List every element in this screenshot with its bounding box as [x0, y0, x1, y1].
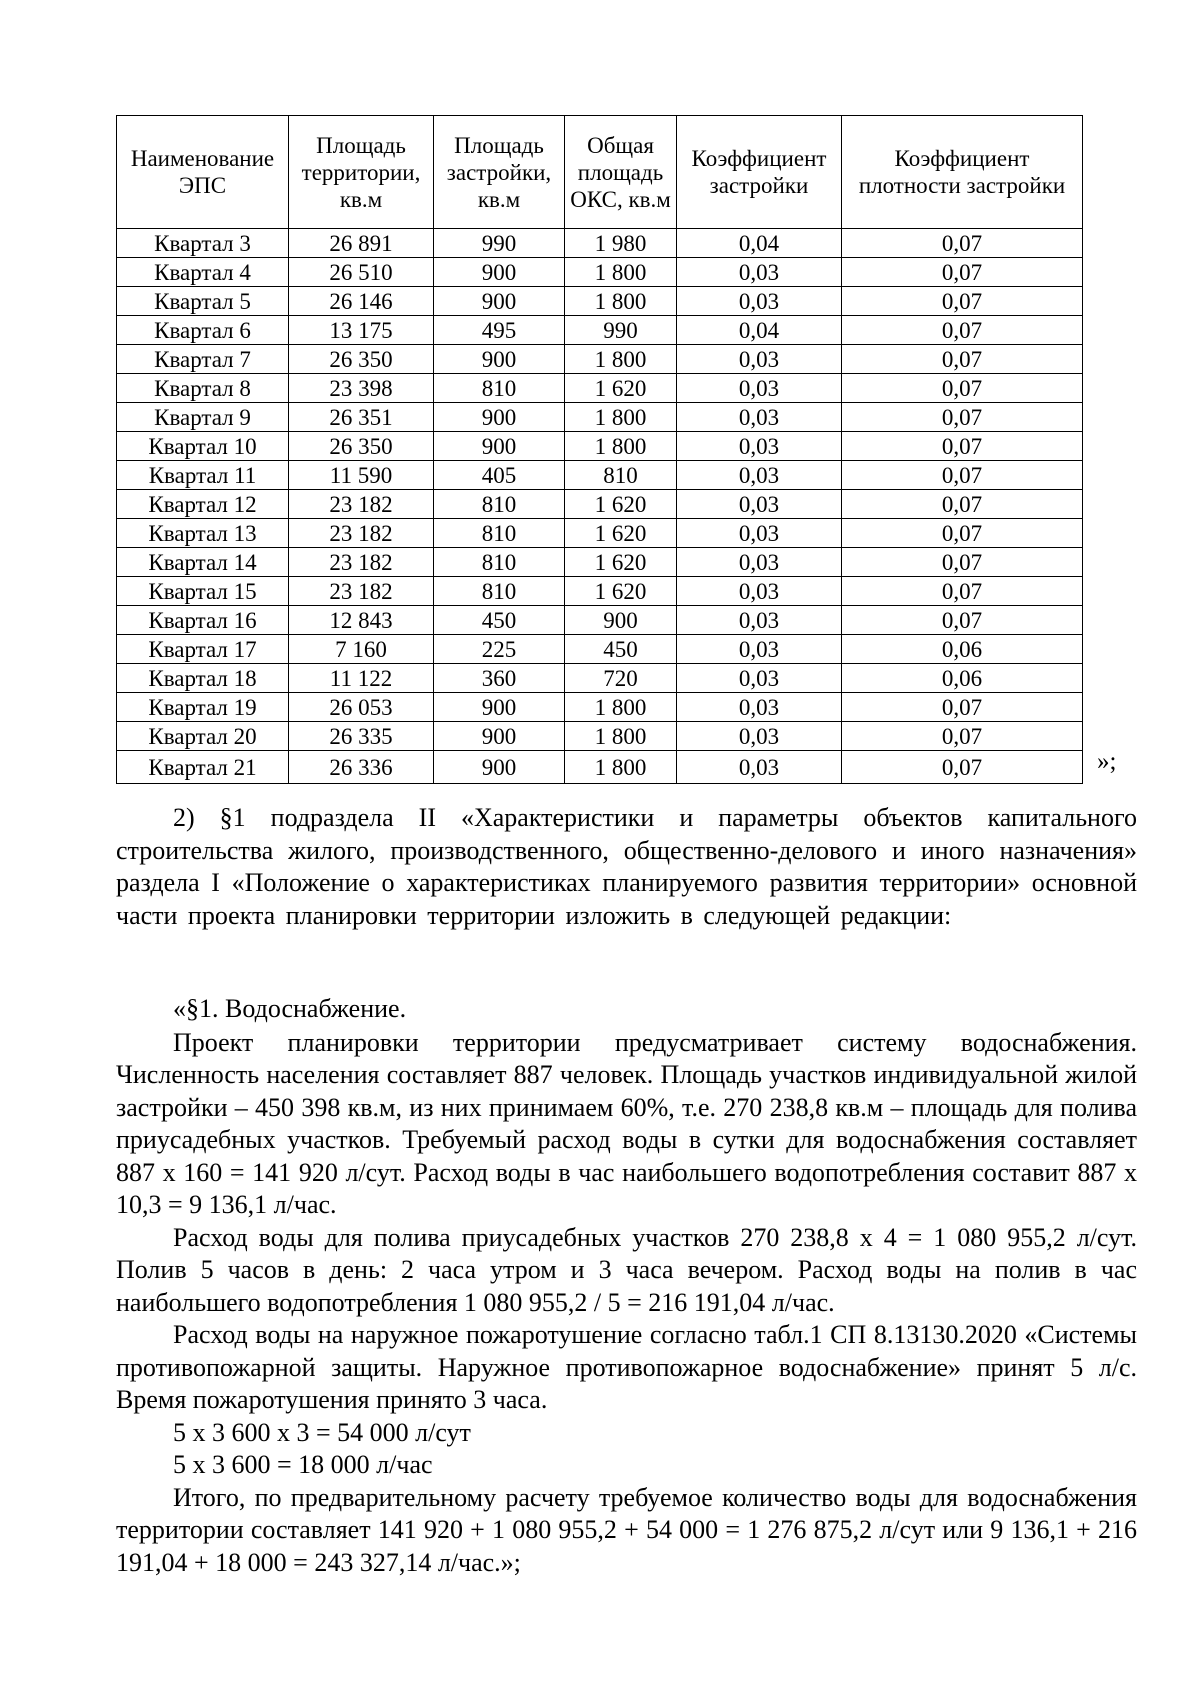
- cell-total-oks-area: 1 620: [565, 548, 677, 577]
- cell-building-coefficient: 0,03: [677, 287, 842, 316]
- cell-eps-name: Квартал 13: [117, 519, 289, 548]
- section-paragraph: Расход воды на наружное пожаротушение согласно табл.1 СП 8.13130.2020 «Системы противопожарной защиты. Наружное противопожарное водоснабжение» принят 5 л/с. Время пожаротушения принято 3 часа.: [116, 1320, 1137, 1414]
- cell-density-coefficient: 0,07: [842, 490, 1083, 519]
- cell-eps-name: Квартал 20: [117, 722, 289, 751]
- cell-eps-name: Квартал 10: [117, 432, 289, 461]
- cell-eps-name: Квартал 3: [117, 229, 289, 258]
- cell-territory-area: 11 590: [289, 461, 434, 490]
- cell-density-coefficient: 0,07: [842, 693, 1083, 722]
- cell-territory-area: 26 335: [289, 722, 434, 751]
- table-row: [117, 432, 1083, 461]
- formula-hourly: 5 х 3 600 = 18 000 л/час: [173, 1450, 433, 1479]
- cell-territory-area: 23 182: [289, 490, 434, 519]
- cell-density-coefficient: 0,07: [842, 577, 1083, 606]
- header-building-coefficient: Коэффициент застройки: [677, 116, 842, 229]
- cell-building-coefficient: 0,03: [677, 374, 842, 403]
- cell-total-oks-area: 990: [565, 316, 677, 345]
- cell-eps-name: Квартал 19: [117, 693, 289, 722]
- cell-building-coefficient: 0,03: [677, 722, 842, 751]
- amendment-item-2: [116, 802, 1137, 932]
- table-row: [117, 606, 1083, 635]
- table-closing-quote: »;: [1097, 748, 1117, 775]
- cell-density-coefficient: 0,06: [842, 635, 1083, 664]
- cell-building-coefficient: 0,03: [677, 693, 842, 722]
- cell-building-area: 360: [434, 664, 565, 693]
- cell-building-coefficient: 0,03: [677, 403, 842, 432]
- formula-daily: 5 х 3 600 х 3 = 54 000 л/сут: [173, 1417, 471, 1447]
- cell-building-area: 900: [434, 722, 565, 751]
- cell-eps-name: Квартал 12: [117, 490, 289, 519]
- cell-building-coefficient: 0,03: [677, 461, 842, 490]
- cell-territory-area: 26 351: [289, 403, 434, 432]
- cell-territory-area: 23 398: [289, 374, 434, 403]
- cell-territory-area: 26 146: [289, 287, 434, 316]
- cell-total-oks-area: 1 620: [565, 519, 677, 548]
- cell-density-coefficient: 0,06: [842, 664, 1083, 693]
- cell-building-area: 405: [434, 461, 565, 490]
- cell-total-oks-area: 810: [565, 461, 677, 490]
- cell-eps-name: Квартал 16: [117, 606, 289, 635]
- cell-eps-name: Квартал 21: [117, 751, 289, 784]
- eps-parameters-table: [116, 115, 1083, 784]
- cell-density-coefficient: 0,07: [842, 258, 1083, 287]
- table-row: [117, 519, 1083, 548]
- table-row: [117, 722, 1083, 751]
- table-row: [117, 577, 1083, 606]
- cell-total-oks-area: 1 800: [565, 432, 677, 461]
- cell-eps-name: Квартал 8: [117, 374, 289, 403]
- cell-eps-name: Квартал 7: [117, 345, 289, 374]
- table-row: [117, 403, 1083, 432]
- cell-territory-area: 23 182: [289, 548, 434, 577]
- table-row: [117, 345, 1083, 374]
- cell-density-coefficient: 0,07: [842, 432, 1083, 461]
- cell-eps-name: Квартал 6: [117, 316, 289, 345]
- cell-building-area: 810: [434, 548, 565, 577]
- water-supply-section: [116, 993, 1137, 1579]
- cell-territory-area: 26 350: [289, 345, 434, 374]
- cell-eps-name: Квартал 14: [117, 548, 289, 577]
- cell-building-coefficient: 0,03: [677, 432, 842, 461]
- cell-density-coefficient: 0,07: [842, 229, 1083, 258]
- cell-territory-area: 26 053: [289, 693, 434, 722]
- cell-density-coefficient: 0,07: [842, 316, 1083, 345]
- cell-building-coefficient: 0,03: [677, 635, 842, 664]
- cell-total-oks-area: 900: [565, 606, 677, 635]
- header-total-oks-area: Общая площадь ОКС, кв.м: [565, 116, 677, 229]
- cell-eps-name: Квартал 4: [117, 258, 289, 287]
- cell-eps-name: Квартал 17: [117, 635, 289, 664]
- table-row: [117, 316, 1083, 345]
- cell-building-area: 900: [434, 258, 565, 287]
- cell-density-coefficient: 0,07: [842, 374, 1083, 403]
- cell-building-area: 900: [434, 751, 565, 784]
- cell-territory-area: 7 160: [289, 635, 434, 664]
- cell-density-coefficient: 0,07: [842, 548, 1083, 577]
- cell-building-area: 900: [434, 287, 565, 316]
- table-row: [117, 490, 1083, 519]
- section-paragraph: Проект планировки территории предусматривает систему водоснабжения. Численность населения составляет 887 человек. Площадь участков индивидуальной жилой застройки – 450 398 кв.м, из них принимаем 60%, т.е. 270 238,8 кв.м – площадь для полива приусадебных участков. Требуемый расход воды в сутки для водоснабжения составляет 887 х 160 = 141 920 л/сут. Расход воды в час наибольшего водопотребления составит 887 х 10,3 = 9 136,1 л/час.: [116, 1027, 1137, 1219]
- cell-building-area: 810: [434, 577, 565, 606]
- cell-building-area: 900: [434, 345, 565, 374]
- table-row: [117, 693, 1083, 722]
- table-row: [117, 751, 1083, 784]
- cell-total-oks-area: 1 800: [565, 258, 677, 287]
- header-building-area: Площадь застройки, кв.м: [434, 116, 565, 229]
- cell-building-coefficient: 0,04: [677, 316, 842, 345]
- table-row: [117, 287, 1083, 316]
- cell-territory-area: 13 175: [289, 316, 434, 345]
- cell-building-area: 900: [434, 432, 565, 461]
- cell-total-oks-area: 1 980: [565, 229, 677, 258]
- cell-total-oks-area: 1 800: [565, 287, 677, 316]
- cell-territory-area: 23 182: [289, 519, 434, 548]
- table-container: [116, 115, 1083, 784]
- table-row: [117, 374, 1083, 403]
- cell-building-coefficient: 0,04: [677, 229, 842, 258]
- cell-territory-area: 26 891: [289, 229, 434, 258]
- cell-building-area: 990: [434, 229, 565, 258]
- header-density-coefficient: Коэффициент плотности застройки: [842, 116, 1083, 229]
- cell-building-coefficient: 0,03: [677, 345, 842, 374]
- cell-building-area: 810: [434, 374, 565, 403]
- cell-building-area: 810: [434, 519, 565, 548]
- cell-total-oks-area: 1 800: [565, 722, 677, 751]
- section-total: Итого, по предварительному расчету требуемое количество воды для водоснабжения территории составляет 141 920 + 1 080 955,2 + 54 000 = 1 276 875,2 л/сут или 9 136,1 + 216 191,04 + 18 000 = 243 327,14 л/час.»;: [116, 1482, 1137, 1577]
- cell-total-oks-area: 1 620: [565, 577, 677, 606]
- cell-density-coefficient: 0,07: [842, 403, 1083, 432]
- cell-building-area: 900: [434, 403, 565, 432]
- cell-density-coefficient: 0,07: [842, 519, 1083, 548]
- cell-territory-area: 26 510: [289, 258, 434, 287]
- cell-eps-name: Квартал 11: [117, 461, 289, 490]
- table-row: [117, 258, 1083, 287]
- cell-density-coefficient: 0,07: [842, 606, 1083, 635]
- cell-eps-name: Квартал 5: [117, 287, 289, 316]
- cell-density-coefficient: 0,07: [842, 287, 1083, 316]
- cell-building-coefficient: 0,03: [677, 258, 842, 287]
- cell-total-oks-area: 1 800: [565, 693, 677, 722]
- cell-density-coefficient: 0,07: [842, 722, 1083, 751]
- section-paragraph: Расход воды для полива приусадебных участков 270 238,8 х 4 = 1 080 955,2 л/сут. Полив 5 часов в день: 2 часа утром и 3 часа вечером. Расход воды на полив в час наибольшего водопотребления 1 080 955,2 / 5 = 216 191,04 л/час.: [116, 1222, 1137, 1317]
- table-header-row: [117, 116, 1083, 229]
- table-row: [117, 229, 1083, 258]
- amendment-paragraph: 2) §1 подраздела II «Характеристики и параметры объектов капитального строительства жилого, производственного, общественно-делового и иного назначения» раздела I «Положение о характеристиках планируемого развития территории» основной части проекта планировки территории изложить в следующей редакции:: [116, 803, 1137, 930]
- section-heading: «§1. Водоснабжение.: [173, 994, 407, 1023]
- table-row: [117, 548, 1083, 577]
- cell-territory-area: 23 182: [289, 577, 434, 606]
- cell-building-coefficient: 0,03: [677, 606, 842, 635]
- table-row: [117, 461, 1083, 490]
- cell-building-area: 225: [434, 635, 565, 664]
- cell-eps-name: Квартал 18: [117, 664, 289, 693]
- cell-building-coefficient: 0,03: [677, 490, 842, 519]
- cell-density-coefficient: 0,07: [842, 345, 1083, 374]
- cell-density-coefficient: 0,07: [842, 751, 1083, 784]
- cell-territory-area: 26 336: [289, 751, 434, 784]
- cell-total-oks-area: 1 800: [565, 751, 677, 784]
- cell-total-oks-area: 1 800: [565, 345, 677, 374]
- table-row: [117, 635, 1083, 664]
- cell-total-oks-area: 450: [565, 635, 677, 664]
- header-territory-area: Площадь территории, кв.м: [289, 116, 434, 229]
- cell-eps-name: Квартал 9: [117, 403, 289, 432]
- cell-building-coefficient: 0,03: [677, 577, 842, 606]
- cell-total-oks-area: 1 620: [565, 490, 677, 519]
- cell-density-coefficient: 0,07: [842, 461, 1083, 490]
- cell-total-oks-area: 720: [565, 664, 677, 693]
- cell-building-coefficient: 0,03: [677, 751, 842, 784]
- cell-building-area: 810: [434, 490, 565, 519]
- cell-building-coefficient: 0,03: [677, 548, 842, 577]
- cell-territory-area: 12 843: [289, 606, 434, 635]
- cell-building-coefficient: 0,03: [677, 519, 842, 548]
- cell-total-oks-area: 1 620: [565, 374, 677, 403]
- cell-territory-area: 26 350: [289, 432, 434, 461]
- cell-building-area: 450: [434, 606, 565, 635]
- header-eps-name: Наименование ЭПС: [117, 116, 289, 229]
- cell-building-area: 495: [434, 316, 565, 345]
- cell-territory-area: 11 122: [289, 664, 434, 693]
- cell-eps-name: Квартал 15: [117, 577, 289, 606]
- cell-building-coefficient: 0,03: [677, 664, 842, 693]
- table-body: [117, 229, 1083, 784]
- cell-total-oks-area: 1 800: [565, 403, 677, 432]
- cell-building-area: 900: [434, 693, 565, 722]
- table-row: [117, 664, 1083, 693]
